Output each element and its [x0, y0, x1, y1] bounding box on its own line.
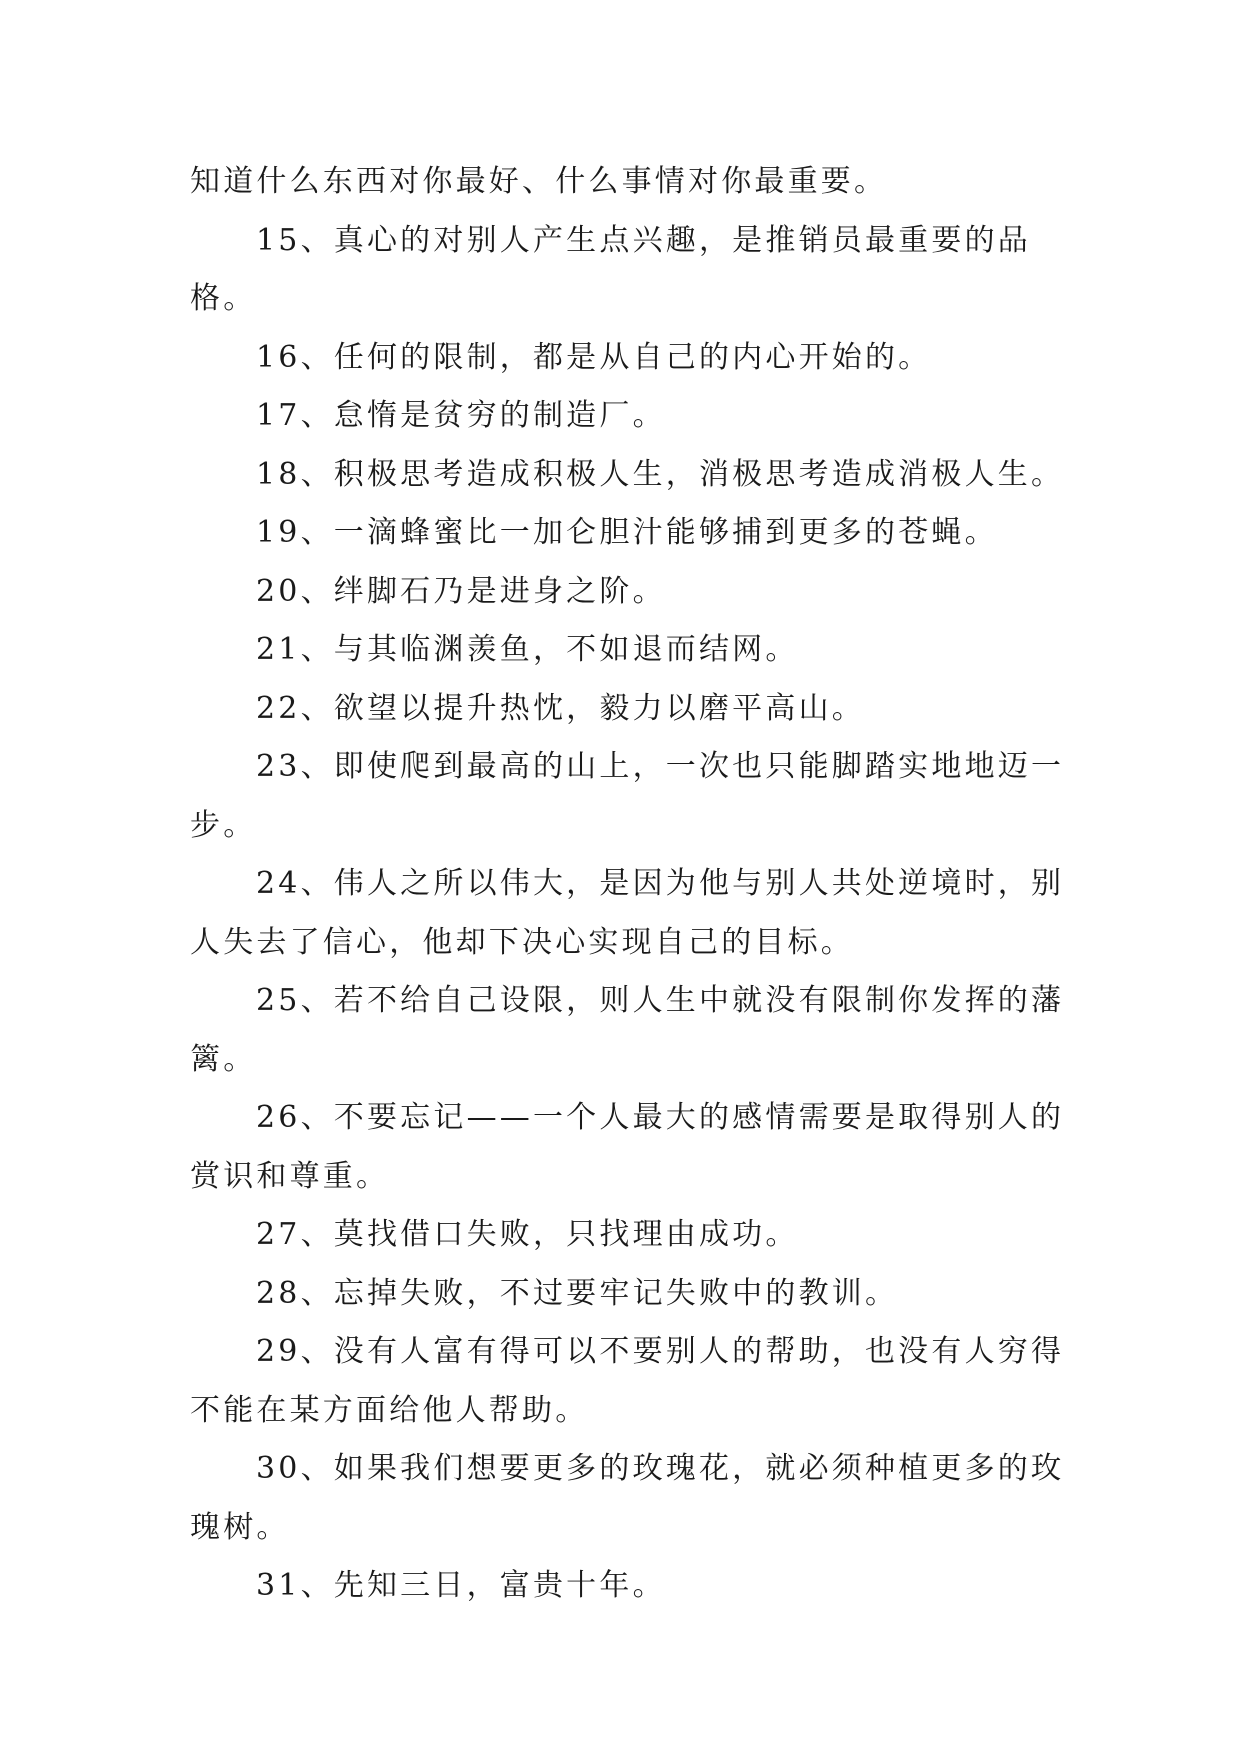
- paragraph-23: 23、即使爬到最高的山上，一次也只能脚踏实地地迈一步。: [190, 749, 1065, 843]
- paragraph-22: 22、欲望以提升热忱，毅力以磨平高山。: [256, 690, 865, 726]
- paragraph-21: 21、与其临渊羡鱼，不如退而结网。: [256, 632, 799, 667]
- paragraph-30: 30、如果我们想要更多的玫瑰花，就必须种植更多的玫瑰树。: [190, 1451, 1065, 1545]
- paragraph-31: 31、先知三日，富贵十年。: [256, 1568, 666, 1603]
- paragraph-17: 17、怠惰是贫穷的制造厂。: [256, 398, 666, 433]
- paragraph-29: 29、没有人富有得可以不要别人的帮助，也没有人穷得不能在某方面给他人帮助。: [190, 1334, 1065, 1428]
- paragraph-15: 15、真心的对别人产生点兴趣，是推销员最重要的品格。: [190, 222, 1031, 316]
- paragraph-20: 20、绊脚石乃是进身之阶。: [256, 573, 666, 609]
- paragraph-19: 19、一滴蜂蜜比一加仑胆汁能够捕到更多的苍蝇。: [256, 515, 998, 550]
- paragraph-28: 28、忘掉失败，不过要牢记失败中的教训。: [256, 1275, 899, 1311]
- paragraph-25: 25、若不给自己设限，则人生中就没有限制你发挥的藩篱。: [190, 983, 1065, 1077]
- paragraph-18: 18、积极思考造成积极人生，消极思考造成消极人生。: [256, 456, 1065, 492]
- document-body: [190, 153, 1070, 1616]
- paragraph-24: 24、伟人之所以伟大，是因为他与别人共处逆境时，别人失去了信心，他却下决心实现自己的目标。: [190, 866, 1065, 960]
- paragraph-27: 27、莫找借口失败，只找理由成功。: [256, 1217, 799, 1252]
- paragraph-16: 16、任何的限制，都是从自己的内心开始的。: [256, 339, 932, 375]
- paragraph-26: 26、不要忘记——一个人最大的感情需要是取得别人的赏识和尊重。: [190, 1100, 1065, 1194]
- paragraph-continuation: 知道什么东西对你最好、什么事情对你最重要。: [190, 164, 888, 199]
